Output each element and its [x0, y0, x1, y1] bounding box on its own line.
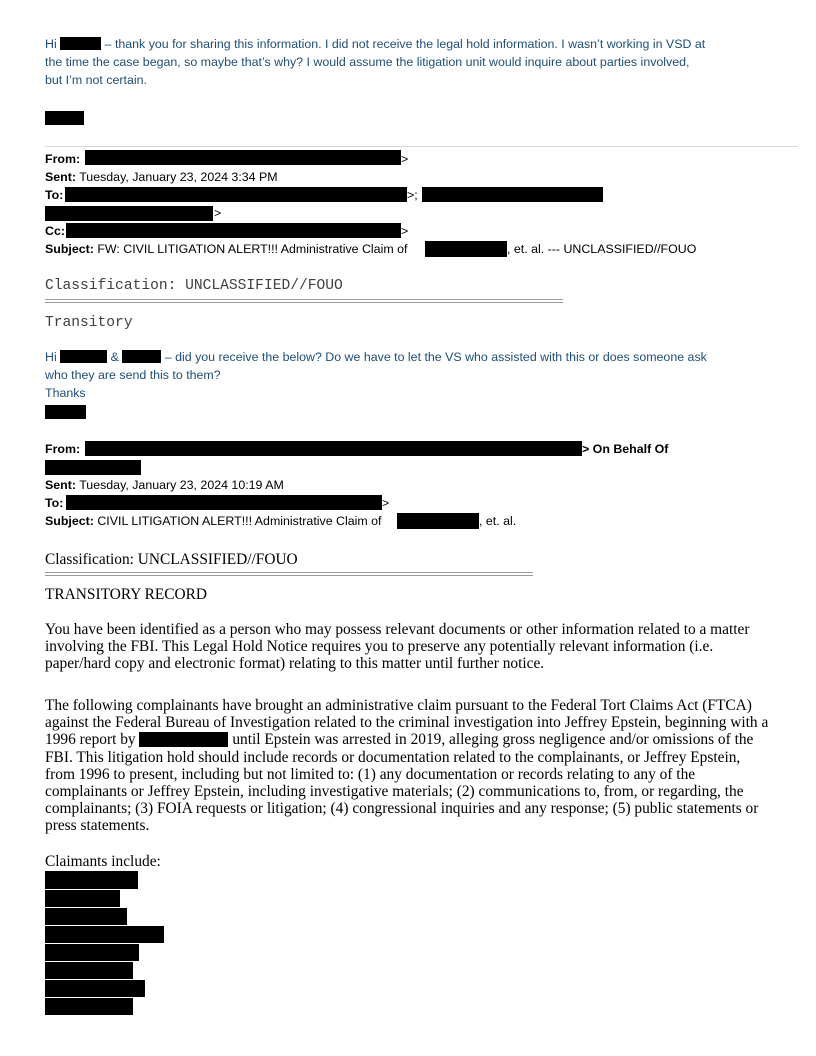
redaction-claimant [45, 962, 133, 979]
header1-from-suffix: > [401, 152, 409, 166]
redaction [422, 187, 603, 202]
header1-subject-suffix: , et. al. --- UNCLASSIFIED//FOUO [507, 242, 697, 256]
notice-classification: Classification: UNCLASSIFIED//FOUO [45, 551, 298, 568]
claimants-label: Claimants include: [45, 853, 161, 870]
message2-line-2: who they are send this to them? [45, 368, 221, 382]
notice-paragraph-2: The following complainants have brought an administrative claim pursuant to the Federal Tort Claims Act (FTCA) against the Federal Bureau of Investigation related to the criminal investigation into Jeffrey Epstein, beginning with a 1996 report by until Epstein was arrested in 2019, alleging gross negligence and/or omissions of the FBI. This litigation hold should include records or documentation related to the complainants, or Jeffrey Epstein, from 1996 to present, including but not limited to: (1) any documentation or records relating to any of the complainants or Jeffrey Epstein, including investigative materials; (2) communications to, from, or regarding, the complainants; (3) FOIA requests or litigation; (4) congressional inquiries and any response; (5) public statements or press statements. [45, 697, 769, 835]
reply-line-3: but I’m not certain. [45, 73, 147, 87]
header2-subject: Subject: CIVIL LITIGATION ALERT!!! Administrative Claim of [45, 514, 382, 528]
redaction [139, 732, 228, 747]
notice-record-type: TRANSITORY RECORD [45, 586, 208, 603]
divider [45, 146, 798, 147]
header1-to: To: [45, 188, 64, 202]
redaction [425, 241, 507, 257]
redaction [397, 513, 479, 529]
header1-to-suffix: > [214, 206, 222, 220]
message2-thanks: Thanks [45, 386, 86, 400]
header1-subject: Subject: FW: CIVIL LITIGATION ALERT!!! Administrative Claim of [45, 242, 408, 256]
redaction [45, 460, 141, 475]
header2-from: From: [45, 442, 81, 456]
redaction-claimant [45, 890, 120, 907]
header2-on-behalf: > On Behalf Of [582, 442, 669, 456]
header2-to-suffix: > [382, 496, 390, 510]
header1-cc-suffix: > [401, 224, 409, 238]
redaction-signature [45, 405, 86, 419]
redaction [60, 350, 107, 363]
redaction [122, 350, 161, 363]
redaction-claimant [45, 926, 164, 943]
header1-from: From: [45, 152, 81, 166]
redaction [85, 441, 582, 456]
header1-cc: Cc: [45, 224, 65, 238]
redaction [85, 150, 401, 165]
redaction-claimant [45, 998, 133, 1015]
redaction-claimant [45, 908, 127, 925]
header2-subject-suffix: , et. al. [479, 514, 517, 528]
header1-sent: Sent: Tuesday, January 23, 2024 3:34 PM [45, 170, 278, 184]
redaction [45, 206, 213, 221]
separator-line [45, 572, 533, 576]
header2-sent: Sent: Tuesday, January 23, 2024 10:19 AM [45, 478, 284, 492]
notice-paragraph-1: You have been identified as a person who may possess relevant documents or other information related to a matter involving the FBI. This Legal Hold Notice requires you to preserve any potentially relevant information (i.e. paper/hard copy and electronic format) relating to this matter until further notice. [45, 621, 750, 673]
message2-line-1: Hi & – did you receive the below? Do we have to let the VS who assisted with this or does someone ask [45, 350, 707, 364]
header1-to-sep: >; [407, 188, 418, 202]
redaction-claimant [45, 871, 138, 889]
separator-line [45, 299, 563, 303]
transitory-label: Transitory [45, 315, 133, 331]
header2-to: To: [45, 496, 64, 510]
classification-banner: Classification: UNCLASSIFIED//FOUO [45, 278, 343, 294]
redaction-claimant [45, 980, 145, 997]
redaction-claimant [45, 944, 139, 961]
redaction [65, 187, 407, 202]
redaction-signature [45, 111, 84, 125]
redaction [66, 495, 382, 510]
redaction [66, 223, 401, 238]
reply-line-1: Hi – thank you for sharing this information. I did not receive the legal hold information. I wasn’t working in VSD at [45, 37, 706, 51]
reply-line-2: the time the case began, so maybe that’s why? I would assume the litigation unit would inquire about parties involved, [45, 55, 690, 69]
redaction [60, 37, 101, 50]
